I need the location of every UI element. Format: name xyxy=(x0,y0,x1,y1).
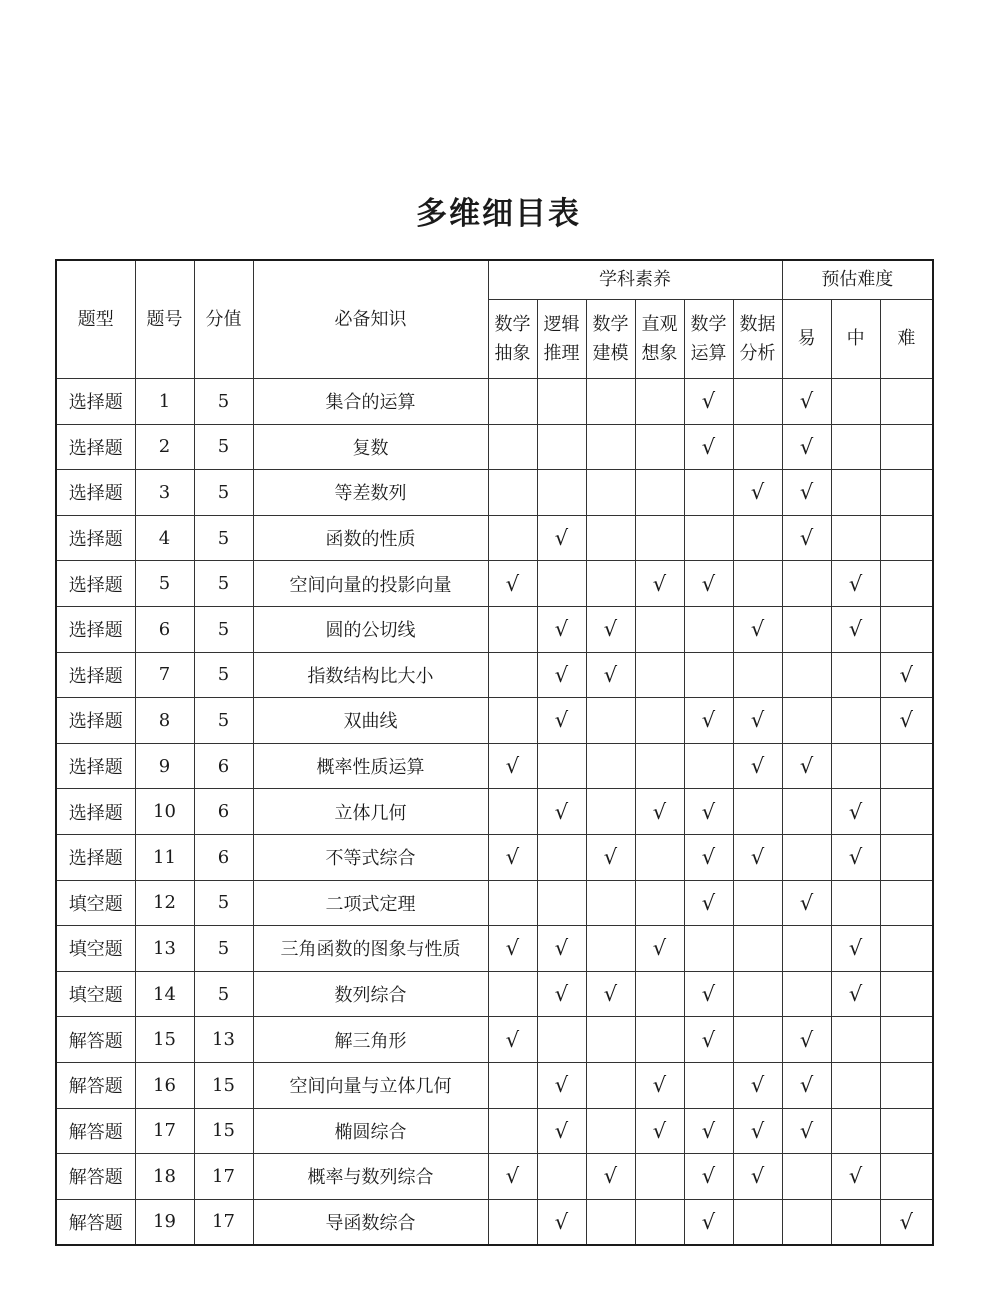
question-type-cell: 选择题 xyxy=(56,789,135,835)
question-number-cell: 10 xyxy=(135,789,194,835)
literacy-check-cell: √ xyxy=(488,926,537,972)
literacy-check-cell xyxy=(488,379,537,425)
table-row xyxy=(56,1199,933,1245)
header-knowledge: 必备知识 xyxy=(253,260,488,379)
difficulty-check-cell: √ xyxy=(782,424,831,470)
difficulty-check-cell xyxy=(782,789,831,835)
score-cell: 6 xyxy=(194,834,253,880)
question-number-cell: 15 xyxy=(135,1017,194,1063)
difficulty-check-cell xyxy=(782,698,831,744)
literacy-check-cell xyxy=(586,698,635,744)
knowledge-cell: 椭圆综合 xyxy=(253,1108,488,1154)
literacy-check-cell xyxy=(635,652,684,698)
difficulty-check-cell: √ xyxy=(782,1017,831,1063)
knowledge-cell: 圆的公切线 xyxy=(253,606,488,652)
literacy-check-cell: √ xyxy=(635,561,684,607)
header-difficulty: 中 xyxy=(831,300,880,379)
question-type-cell: 选择题 xyxy=(56,834,135,880)
literacy-check-cell xyxy=(635,515,684,561)
literacy-check-cell xyxy=(488,1108,537,1154)
literacy-check-cell: √ xyxy=(635,926,684,972)
literacy-check-cell xyxy=(537,1017,586,1063)
difficulty-check-cell xyxy=(831,1062,880,1108)
difficulty-check-cell xyxy=(831,515,880,561)
score-cell: 5 xyxy=(194,424,253,470)
literacy-check-cell xyxy=(733,926,782,972)
difficulty-check-cell xyxy=(880,470,933,516)
literacy-check-cell xyxy=(733,1017,782,1063)
literacy-check-cell xyxy=(488,880,537,926)
difficulty-check-cell xyxy=(880,789,933,835)
difficulty-check-cell: √ xyxy=(782,1062,831,1108)
score-cell: 5 xyxy=(194,470,253,516)
literacy-check-cell xyxy=(488,652,537,698)
difficulty-check-cell xyxy=(880,1062,933,1108)
difficulty-check-cell xyxy=(880,971,933,1017)
literacy-check-cell: √ xyxy=(586,971,635,1017)
knowledge-cell: 复数 xyxy=(253,424,488,470)
question-type-cell: 填空题 xyxy=(56,926,135,972)
difficulty-check-cell: √ xyxy=(880,698,933,744)
literacy-check-cell xyxy=(684,926,733,972)
knowledge-cell: 空间向量与立体几何 xyxy=(253,1062,488,1108)
difficulty-check-cell xyxy=(782,971,831,1017)
literacy-check-cell: √ xyxy=(586,652,635,698)
header-type: 题型 xyxy=(56,260,135,379)
literacy-check-cell xyxy=(537,561,586,607)
literacy-check-cell xyxy=(635,379,684,425)
literacy-check-cell: √ xyxy=(537,652,586,698)
literacy-check-cell xyxy=(488,424,537,470)
literacy-check-cell: √ xyxy=(684,834,733,880)
literacy-check-cell: √ xyxy=(684,1154,733,1200)
question-number-cell: 6 xyxy=(135,606,194,652)
literacy-check-cell xyxy=(537,470,586,516)
question-number-cell: 18 xyxy=(135,1154,194,1200)
table-row xyxy=(56,926,933,972)
literacy-check-cell: √ xyxy=(635,1062,684,1108)
table-row xyxy=(56,424,933,470)
question-number-cell: 12 xyxy=(135,880,194,926)
literacy-check-cell: √ xyxy=(684,379,733,425)
difficulty-check-cell xyxy=(880,743,933,789)
question-number-cell: 7 xyxy=(135,652,194,698)
difficulty-check-cell xyxy=(880,424,933,470)
literacy-check-cell xyxy=(537,1154,586,1200)
literacy-check-cell xyxy=(537,834,586,880)
page-title: 多维细目表 xyxy=(416,196,581,232)
literacy-check-cell xyxy=(635,606,684,652)
knowledge-cell: 三角函数的图象与性质 xyxy=(253,926,488,972)
question-number-cell: 16 xyxy=(135,1062,194,1108)
knowledge-cell: 不等式综合 xyxy=(253,834,488,880)
difficulty-check-cell xyxy=(782,834,831,880)
question-type-cell: 选择题 xyxy=(56,606,135,652)
score-cell: 13 xyxy=(194,1017,253,1063)
difficulty-check-cell: √ xyxy=(831,1154,880,1200)
literacy-check-cell xyxy=(635,1199,684,1245)
literacy-check-cell xyxy=(733,379,782,425)
literacy-check-cell: √ xyxy=(733,743,782,789)
question-type-cell: 选择题 xyxy=(56,424,135,470)
question-number-cell: 11 xyxy=(135,834,194,880)
table-row xyxy=(56,789,933,835)
difficulty-check-cell xyxy=(880,561,933,607)
table-row xyxy=(56,743,933,789)
difficulty-check-cell xyxy=(880,606,933,652)
difficulty-check-cell xyxy=(831,470,880,516)
question-type-cell: 解答题 xyxy=(56,1108,135,1154)
question-number-cell: 13 xyxy=(135,926,194,972)
difficulty-check-cell xyxy=(880,1017,933,1063)
header-difficulty: 难 xyxy=(880,300,933,379)
question-type-cell: 选择题 xyxy=(56,379,135,425)
question-type-cell: 解答题 xyxy=(56,1154,135,1200)
knowledge-cell: 函数的性质 xyxy=(253,515,488,561)
difficulty-check-cell: √ xyxy=(782,515,831,561)
literacy-check-cell xyxy=(586,1108,635,1154)
literacy-check-cell xyxy=(586,1062,635,1108)
difficulty-check-cell: √ xyxy=(782,470,831,516)
literacy-check-cell: √ xyxy=(684,1108,733,1154)
knowledge-cell: 二项式定理 xyxy=(253,880,488,926)
literacy-check-cell xyxy=(586,379,635,425)
literacy-check-cell xyxy=(635,834,684,880)
literacy-check-cell xyxy=(733,880,782,926)
score-cell: 17 xyxy=(194,1199,253,1245)
difficulty-check-cell xyxy=(782,652,831,698)
literacy-check-cell xyxy=(586,926,635,972)
table-row xyxy=(56,1062,933,1108)
difficulty-check-cell xyxy=(831,1017,880,1063)
literacy-check-cell xyxy=(733,652,782,698)
difficulty-check-cell xyxy=(782,926,831,972)
literacy-check-cell xyxy=(635,424,684,470)
score-cell: 5 xyxy=(194,515,253,561)
question-type-cell: 选择题 xyxy=(56,515,135,561)
question-type-cell: 解答题 xyxy=(56,1017,135,1063)
literacy-check-cell: √ xyxy=(537,926,586,972)
literacy-check-cell: √ xyxy=(537,698,586,744)
literacy-check-cell: √ xyxy=(684,1017,733,1063)
literacy-check-cell: √ xyxy=(733,834,782,880)
question-number-cell: 17 xyxy=(135,1108,194,1154)
literacy-check-cell: √ xyxy=(537,789,586,835)
literacy-check-cell: √ xyxy=(537,606,586,652)
literacy-check-cell: √ xyxy=(684,789,733,835)
literacy-check-cell xyxy=(733,971,782,1017)
literacy-check-cell xyxy=(586,1017,635,1063)
literacy-check-cell xyxy=(488,1062,537,1108)
knowledge-cell: 概率性质运算 xyxy=(253,743,488,789)
header-number: 题号 xyxy=(135,260,194,379)
table-row xyxy=(56,880,933,926)
difficulty-check-cell xyxy=(880,515,933,561)
table-row xyxy=(56,470,933,516)
knowledge-cell: 双曲线 xyxy=(253,698,488,744)
difficulty-check-cell xyxy=(831,880,880,926)
difficulty-check-cell xyxy=(782,1199,831,1245)
question-type-cell: 填空题 xyxy=(56,971,135,1017)
literacy-check-cell: √ xyxy=(733,1108,782,1154)
table-row xyxy=(56,1108,933,1154)
literacy-check-cell: √ xyxy=(488,1154,537,1200)
question-number-cell: 8 xyxy=(135,698,194,744)
question-type-cell: 选择题 xyxy=(56,652,135,698)
difficulty-check-cell xyxy=(782,606,831,652)
question-type-cell: 选择题 xyxy=(56,698,135,744)
header-literacy: 逻辑 推理 xyxy=(537,300,586,379)
question-number-cell: 14 xyxy=(135,971,194,1017)
literacy-check-cell: √ xyxy=(684,561,733,607)
literacy-check-cell: √ xyxy=(684,880,733,926)
header-literacy-group: 学科素养 xyxy=(488,260,782,300)
literacy-check-cell xyxy=(586,1199,635,1245)
difficulty-check-cell xyxy=(880,926,933,972)
literacy-check-cell xyxy=(684,606,733,652)
table-row xyxy=(56,606,933,652)
literacy-check-cell xyxy=(635,743,684,789)
knowledge-cell: 数列综合 xyxy=(253,971,488,1017)
question-type-cell: 解答题 xyxy=(56,1199,135,1245)
table-row xyxy=(56,1017,933,1063)
score-cell: 5 xyxy=(194,698,253,744)
score-cell: 5 xyxy=(194,379,253,425)
knowledge-cell: 立体几何 xyxy=(253,789,488,835)
table-row xyxy=(56,834,933,880)
score-cell: 6 xyxy=(194,743,253,789)
score-cell: 5 xyxy=(194,926,253,972)
header-difficulty-group: 预估难度 xyxy=(782,260,933,300)
literacy-check-cell xyxy=(488,1199,537,1245)
difficulty-check-cell xyxy=(880,1108,933,1154)
table-row xyxy=(56,971,933,1017)
score-cell: 5 xyxy=(194,971,253,1017)
literacy-check-cell: √ xyxy=(733,606,782,652)
difficulty-check-cell: √ xyxy=(831,834,880,880)
literacy-check-cell: √ xyxy=(537,1108,586,1154)
literacy-check-cell xyxy=(684,1062,733,1108)
question-number-cell: 9 xyxy=(135,743,194,789)
literacy-check-cell xyxy=(488,971,537,1017)
literacy-check-cell xyxy=(635,880,684,926)
literacy-check-cell xyxy=(537,880,586,926)
difficulty-check-cell xyxy=(831,743,880,789)
literacy-check-cell: √ xyxy=(586,834,635,880)
literacy-check-cell xyxy=(537,424,586,470)
difficulty-check-cell: √ xyxy=(782,1108,831,1154)
literacy-check-cell: √ xyxy=(684,1199,733,1245)
table-row xyxy=(56,1154,933,1200)
question-number-cell: 2 xyxy=(135,424,194,470)
header-score: 分值 xyxy=(194,260,253,379)
score-cell: 17 xyxy=(194,1154,253,1200)
literacy-check-cell xyxy=(684,470,733,516)
knowledge-cell: 导函数综合 xyxy=(253,1199,488,1245)
header-literacy: 数学 运算 xyxy=(684,300,733,379)
knowledge-cell: 空间向量的投影向量 xyxy=(253,561,488,607)
knowledge-cell: 解三角形 xyxy=(253,1017,488,1063)
literacy-check-cell xyxy=(635,698,684,744)
difficulty-check-cell: √ xyxy=(831,561,880,607)
header-literacy: 数学 抽象 xyxy=(488,300,537,379)
literacy-check-cell xyxy=(586,470,635,516)
table-row xyxy=(56,652,933,698)
difficulty-check-cell xyxy=(880,379,933,425)
literacy-check-cell xyxy=(488,515,537,561)
difficulty-check-cell xyxy=(782,1154,831,1200)
score-cell: 15 xyxy=(194,1108,253,1154)
question-type-cell: 选择题 xyxy=(56,743,135,789)
literacy-check-cell: √ xyxy=(733,698,782,744)
literacy-check-cell xyxy=(733,789,782,835)
literacy-check-cell: √ xyxy=(537,515,586,561)
literacy-check-cell xyxy=(537,379,586,425)
difficulty-check-cell: √ xyxy=(880,652,933,698)
specification-table xyxy=(55,259,934,1246)
literacy-check-cell xyxy=(586,515,635,561)
question-number-cell: 19 xyxy=(135,1199,194,1245)
difficulty-check-cell: √ xyxy=(880,1199,933,1245)
score-cell: 5 xyxy=(194,561,253,607)
question-type-cell: 选择题 xyxy=(56,561,135,607)
header-literacy: 直观 想象 xyxy=(635,300,684,379)
literacy-check-cell xyxy=(733,515,782,561)
literacy-check-cell xyxy=(586,743,635,789)
literacy-check-cell xyxy=(733,424,782,470)
difficulty-check-cell: √ xyxy=(831,606,880,652)
difficulty-check-cell xyxy=(831,1108,880,1154)
difficulty-check-cell xyxy=(782,561,831,607)
difficulty-check-cell xyxy=(831,1199,880,1245)
table-row xyxy=(56,379,933,425)
difficulty-check-cell xyxy=(831,424,880,470)
knowledge-cell: 等差数列 xyxy=(253,470,488,516)
literacy-check-cell xyxy=(586,424,635,470)
literacy-check-cell xyxy=(635,470,684,516)
literacy-check-cell: √ xyxy=(488,743,537,789)
difficulty-check-cell: √ xyxy=(831,926,880,972)
literacy-check-cell: √ xyxy=(537,971,586,1017)
literacy-check-cell: √ xyxy=(488,834,537,880)
difficulty-check-cell: √ xyxy=(782,743,831,789)
literacy-check-cell xyxy=(586,561,635,607)
literacy-check-cell xyxy=(488,606,537,652)
literacy-check-cell xyxy=(733,561,782,607)
header-literacy: 数据 分析 xyxy=(733,300,782,379)
difficulty-check-cell: √ xyxy=(782,379,831,425)
difficulty-check-cell: √ xyxy=(831,971,880,1017)
table-row xyxy=(56,515,933,561)
literacy-check-cell: √ xyxy=(488,1017,537,1063)
literacy-check-cell xyxy=(586,880,635,926)
literacy-check-cell xyxy=(684,743,733,789)
difficulty-check-cell xyxy=(831,698,880,744)
literacy-check-cell xyxy=(586,789,635,835)
difficulty-check-cell xyxy=(831,379,880,425)
knowledge-cell: 概率与数列综合 xyxy=(253,1154,488,1200)
difficulty-check-cell xyxy=(880,880,933,926)
literacy-check-cell xyxy=(684,515,733,561)
score-cell: 5 xyxy=(194,606,253,652)
score-cell: 5 xyxy=(194,880,253,926)
literacy-check-cell xyxy=(635,971,684,1017)
score-cell: 15 xyxy=(194,1062,253,1108)
knowledge-cell: 集合的运算 xyxy=(253,379,488,425)
difficulty-check-cell xyxy=(880,1154,933,1200)
question-number-cell: 5 xyxy=(135,561,194,607)
literacy-check-cell: √ xyxy=(733,1062,782,1108)
literacy-check-cell: √ xyxy=(684,698,733,744)
literacy-check-cell xyxy=(488,698,537,744)
score-cell: 6 xyxy=(194,789,253,835)
question-type-cell: 填空题 xyxy=(56,880,135,926)
literacy-check-cell xyxy=(537,743,586,789)
literacy-check-cell: √ xyxy=(488,561,537,607)
header-difficulty: 易 xyxy=(782,300,831,379)
literacy-check-cell xyxy=(635,1154,684,1200)
question-type-cell: 选择题 xyxy=(56,470,135,516)
literacy-check-cell xyxy=(733,1199,782,1245)
difficulty-check-cell xyxy=(880,834,933,880)
literacy-check-cell: √ xyxy=(586,1154,635,1200)
literacy-check-cell: √ xyxy=(635,789,684,835)
table-row xyxy=(56,561,933,607)
header-literacy: 数学 建模 xyxy=(586,300,635,379)
literacy-check-cell: √ xyxy=(635,1108,684,1154)
question-number-cell: 3 xyxy=(135,470,194,516)
literacy-check-cell: √ xyxy=(733,470,782,516)
score-cell: 5 xyxy=(194,652,253,698)
literacy-check-cell: √ xyxy=(684,424,733,470)
literacy-check-cell: √ xyxy=(537,1199,586,1245)
difficulty-check-cell: √ xyxy=(782,880,831,926)
literacy-check-cell xyxy=(635,1017,684,1063)
question-number-cell: 4 xyxy=(135,515,194,561)
knowledge-cell: 指数结构比大小 xyxy=(253,652,488,698)
difficulty-check-cell xyxy=(831,652,880,698)
literacy-check-cell xyxy=(488,789,537,835)
question-type-cell: 解答题 xyxy=(56,1062,135,1108)
literacy-check-cell xyxy=(684,652,733,698)
literacy-check-cell: √ xyxy=(586,606,635,652)
difficulty-check-cell: √ xyxy=(831,789,880,835)
question-number-cell: 1 xyxy=(135,379,194,425)
table-row xyxy=(56,698,933,744)
literacy-check-cell xyxy=(488,470,537,516)
literacy-check-cell: √ xyxy=(684,971,733,1017)
literacy-check-cell: √ xyxy=(537,1062,586,1108)
literacy-check-cell: √ xyxy=(733,1154,782,1200)
